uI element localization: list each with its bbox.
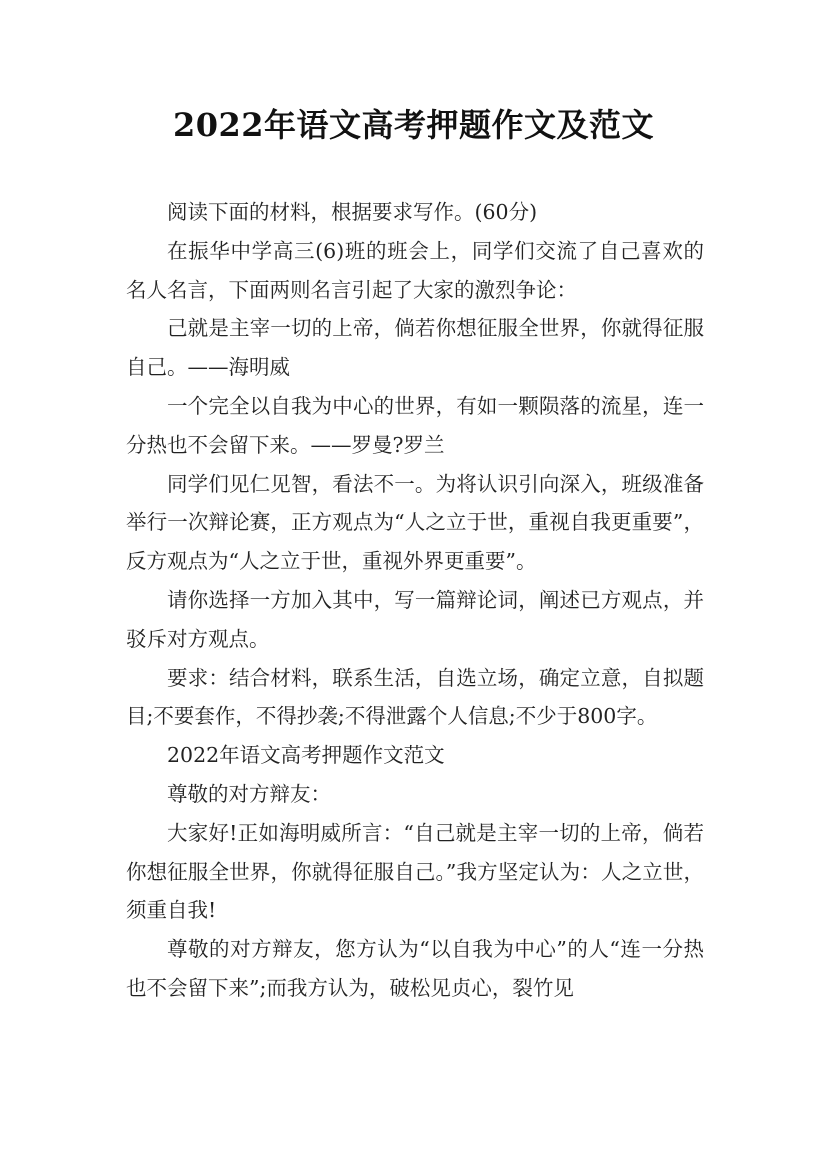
document-body: [126, 193, 704, 1008]
document-title: 2022年语文高考押题作文及范文: [172, 106, 655, 144]
paragraph-requirements: 要求：结合材料，联系生活，自选立场，确定立意，自拟题目;不要套作，不得抄袭;不得泄露个人信息;不少于800字。: [126, 665, 704, 729]
paragraph-task: 请你选择一方加入其中，写一篇辩论词，阐述已方观点，并驳斥对方观点。: [126, 587, 704, 651]
paragraph-quote-rolland: 一个完全以自我为中心的世界，有如一颗陨落的流星，连一分热也不会留下来。——罗曼?罗兰: [126, 393, 704, 457]
paragraph-context: 在振华中学高三(6)班的班会上，同学们交流了自己喜欢的名人名言，下面两则名言引起了大家的激烈争论：: [126, 238, 704, 302]
paragraph-debate-setup: 同学们见仁见智，看法不一。为将认识引向深入，班级准备举行一次辩论赛，正方观点为“人之立于世，重视自我更重要”，反方观点为“人之立于世，重视外界更重要”。: [126, 471, 704, 574]
paragraph-opening: 大家好!正如海明威所言：“自己就是主宰一切的上帝，倘若你想征服全世界，你就得征服自己。”我方坚定认为：人之立世，须重自我!: [126, 820, 704, 923]
paragraph-salutation: 尊敬的对方辩友：: [167, 781, 331, 806]
paragraph-rebuttal: 尊敬的对方辩友，您方认为“以自我为中心”的人“连一分热也不会留下来”;而我方认为，破松见贞心，裂竹见: [126, 937, 704, 1000]
paragraph-quote-hemingway: 己就是主宰一切的上帝，倘若你想征服全世界，你就得征服自己。——海明威: [126, 316, 704, 380]
paragraph-instructions: 阅读下面的材料，根据要求写作。(60分): [167, 200, 538, 224]
paragraph-essay-heading: 2022年语文高考押题作文范文: [167, 743, 445, 768]
